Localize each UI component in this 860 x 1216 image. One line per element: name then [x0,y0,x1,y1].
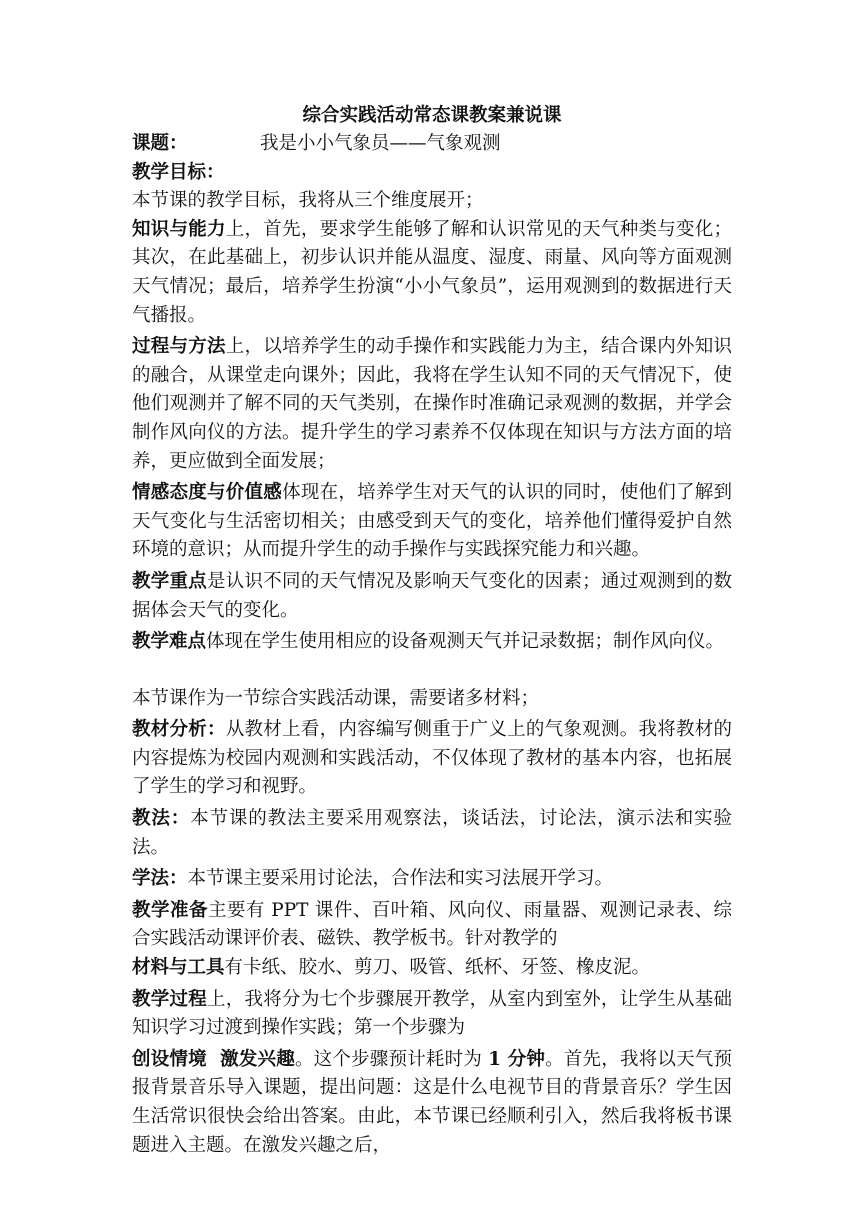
difficult-point-paragraph [132,628,732,657]
key-point-text: 是认识不同的天气情况及影响天气变化的因素；通过观测到的数据体会天气的变化。 [132,570,732,621]
difficult-point-text: 体现在学生使用相应的设备观测天气并记录数据；制作风向仪。 [206,631,725,653]
textbook-label: 教材分析： [132,719,226,741]
step1-label: 创设情境 激发兴趣 [132,1048,295,1070]
teaching-method-text: 本节课的教法主要采用观察法，谈话法，讨论法，演示法和实验法。 [132,808,732,858]
blank-line [132,657,732,685]
knowledge-paragraph [132,216,732,330]
emotion-paragraph [132,479,732,565]
preparation-label: 教学准备 [132,899,208,921]
document-title: 综合实践活动常态课教案兼说课 [302,105,562,126]
step1-paragraph [132,1046,732,1160]
tools-text: 有卡纸、胶水、剪刀、吸管、纸杯、牙签、橡皮泥。 [224,957,651,979]
process-text: 上，以培养学生的动手操作和实践能力为主，结合课内外知识的融合，从课堂走向课外；因此，我将在学生认知不同的天气情况下，使他们观测并了解不同的天气类别，在操作时准确记录观测的数据，并学会制作风向仪的方法。提升学生的学习素养不仅体现在知识与方法方面的培养，更应做到全面发展； [132,336,732,472]
document-body [132,102,732,1160]
tools-paragraph [132,954,732,983]
textbook-paragraph [132,716,732,802]
learning-method-label: 学法： [132,868,188,890]
process-paragraph [132,333,732,476]
goals-intro: 本节课的教学目标，我将从三个维度展开； [132,190,484,212]
textbook-text: 从教材上看，内容编写侧重于广义上的气象观测。我将教材的内容提炼为校园内观测和实践活动，不仅体现了教材的基本内容，也拓展了学生的学习和视野。 [132,719,732,798]
teaching-method-label: 教法： [132,808,191,830]
key-point-label: 教学重点 [132,570,208,592]
tools-label: 材料与工具 [132,957,225,979]
process-label: 过程与方法 [132,336,226,358]
step1-text-a: 。这个步骤预计耗时为 [294,1048,489,1070]
procedure-text: 上，我将分为七个步骤展开教学，从室内到室外，让学生从基础知识学习过渡到操作实践；第一个步骤为 [132,988,732,1039]
learning-method-text: 本节课主要采用讨论法，合作法和实习法展开学习。 [187,868,614,890]
emotion-label: 情感态度与价值感 [132,482,283,504]
key-point-paragraph [132,568,732,625]
knowledge-text: 上，首先，要求学生能够了解和认识常见的天气种类与变化；其次，在此基础上，初步认识并能从温度、湿度、雨量、风向等方面观测天气情况；最后，培养学生扮演“小小气象员”，运用观测到的数据进行天气播报。 [132,218,732,326]
learning-method-paragraph [132,865,732,894]
procedure-paragraph [132,986,732,1043]
step1-text-b: 。首先，我将以天气预报背景音乐导入课题，提出问题：这是什么电视节目的背景音乐？学生因生活常识很快会给出答案。由此，本节课已经顺利引入，然后我将板书课题进入主题。在激发兴趣之后， [132,1048,732,1156]
preparation-paragraph [132,897,732,954]
teaching-method-paragraph [132,805,732,862]
materials-intro: 本节课作为一节综合实践活动课，需要诸多材料； [132,687,540,709]
step1-time: 1 分钟 [488,1048,546,1070]
procedure-label: 教学过程 [132,988,208,1010]
goals-heading: 教学目标： [132,161,225,183]
topic-line [132,130,732,159]
emotion-text: 体现在，培养学生对天气的认识的同时，使他们了解到天气变化与生活密切相关；由感受到天气的变化，培养他们懂得爱护自然环境的意识；从而提升学生的动手操作与实践探究能力和兴趣。 [132,482,732,561]
topic-value: 我是小小气象员——气象观测 [260,133,501,154]
preparation-text: 主要有 PPT 课件、百叶箱、风向仪、雨量器、观测记录表、综合实践活动课评价表、磁铁、教学板书。针对教学的 [132,899,732,950]
difficult-point-label: 教学难点 [132,631,207,653]
topic-label: 课题： [132,133,188,154]
knowledge-label: 知识与能力 [132,218,226,240]
